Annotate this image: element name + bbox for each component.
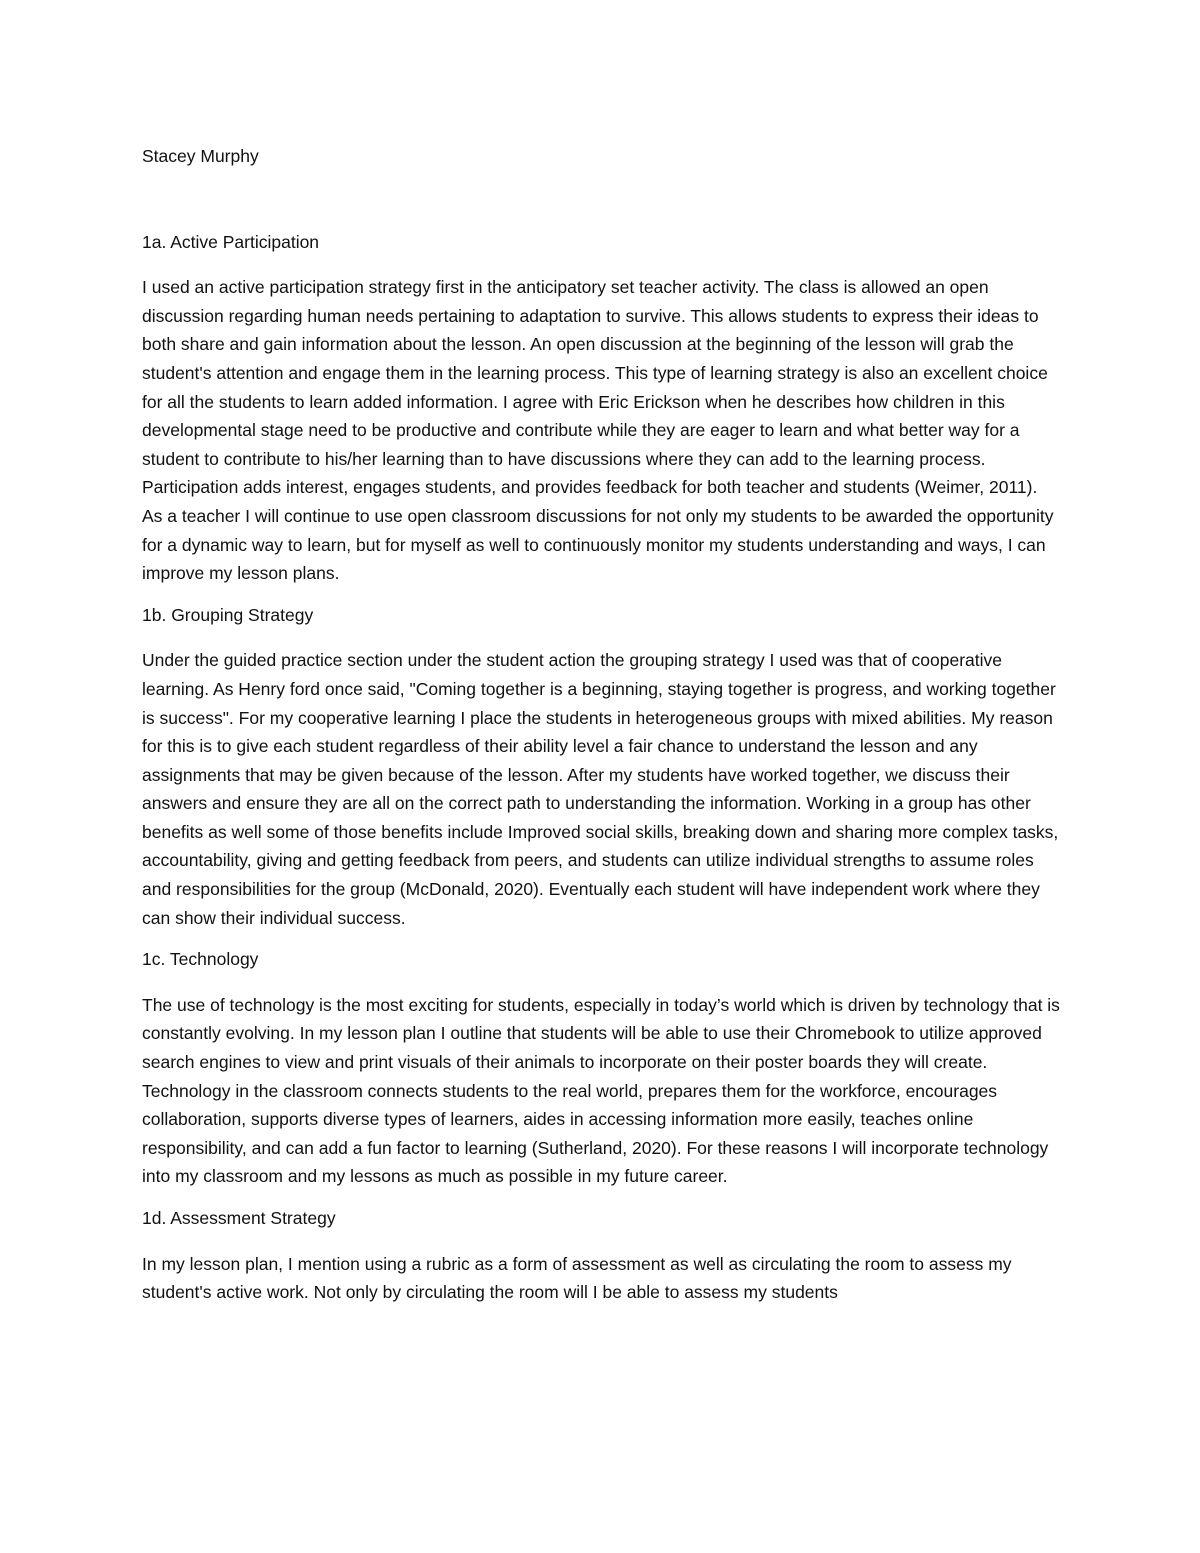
section-active-participation [142, 228, 1060, 588]
section-paragraph: In my lesson plan, I mention using a rubric as a form of assessment as well as circulating the room to assess my student's active work. Not only by circulating the room will I be able to assess my students [142, 1253, 1012, 1303]
section-grouping-strategy [142, 601, 1060, 933]
document-body [142, 142, 1060, 1320]
section-heading: 1b. Grouping Strategy [142, 604, 314, 625]
author-name: Stacey Murphy [142, 146, 259, 166]
section-heading: 1a. Active Participation [142, 231, 320, 252]
section-paragraph: The use of technology is the most exciting for students, especially in today’s world which is driven by technology that is constantly evolving. In my lesson plan I outline that students will be able to use their Chromebook to utilize approved search engines to view and print visuals of their animals to incorporate on their poster boards they will create. Technology in the classroom connects students to the real world, prepares them for the workforce, encourages collaboration, supports diverse types of learners, aides in accessing information more easily, teaches online responsibility, and can add a fun factor to learning (Sutherland, 2020). For these reasons I will incorporate technology into my classroom and my lessons as much as possible in my future career. [142, 994, 1060, 1187]
section-assessment-strategy [142, 1204, 1060, 1307]
section-heading: 1d. Assessment Strategy [142, 1208, 336, 1228]
section-heading: 1c. Technology [142, 949, 259, 970]
section-paragraph: Under the guided practice section under the student action the grouping strategy I used was that of cooperative learning. As Henry ford once said, "Coming together is a beginning, staying together is progress, and working together is success". For my cooperative learning I place the students in heterogeneous groups with mixed abilities. My reason for this is to give each student regardless of their ability level a fair chance to understand the lesson and any assignments that may be given because of the lesson. After my students have worked together, we discuss their answers and ensure they are all on the correct path to understanding the information. Working in a group has other benefits as well some of those benefits include Improved social skills, breaking down and sharing more complex tasks, accountability, giving and getting feedback from peers, and students can utilize individual strengths to assume roles and responsibilities for the group (McDonald, 2020). Eventually each student will have independent work where they can show their individual success. [142, 650, 1059, 928]
section-technology [142, 945, 1060, 1191]
section-paragraph: I used an active participation strategy first in the anticipatory set teacher activity. The class is allowed an open discussion regarding human needs pertaining to adaptation to survive. This allows students to express their ideas to both share and gain information about the lesson. An open discussion at the beginning of the lesson will grab the student's attention and engage them in the learning process. This type of learning strategy is also an excellent choice for all the students to learn added information. I agree with Eric Erickson when he describes how children in this developmental stage need to be productive and contribute while they are eager to learn and what better way for a student to contribute to his/her learning than to have discussions where they can add to the learning process. Participation adds interest, engages students, and provides feedback for both teacher and students (Weimer, 2011). As a teacher I will continue to use open classroom discussions for not only my students to be awarded the opportunity for a dynamic way to learn, but for myself as well to continuously monitor my students understanding and ways, I can improve my lesson plans. [142, 277, 1054, 584]
